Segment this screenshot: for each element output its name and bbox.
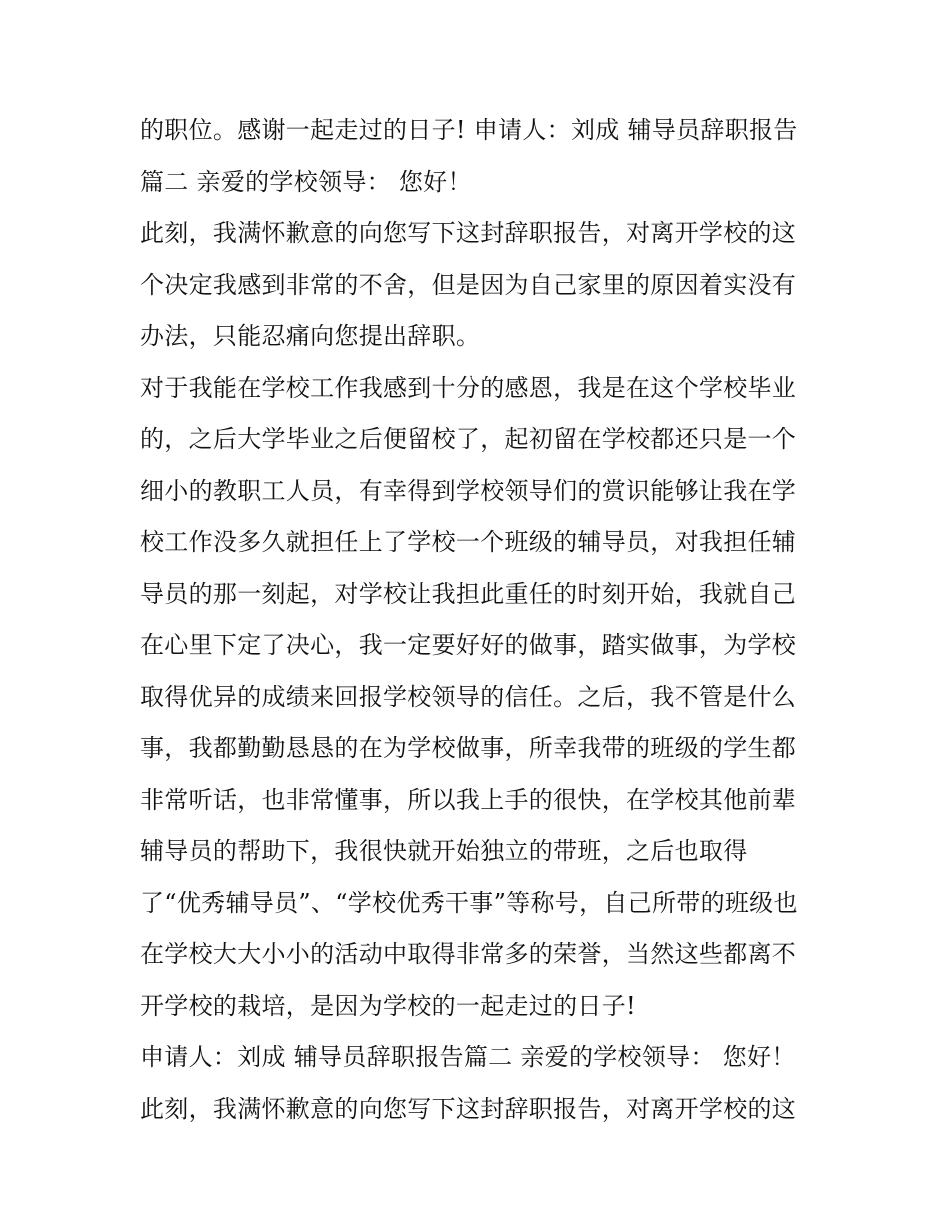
text-line: 申请人：刘成 辅导员辞职报告篇二 亲爱的学校领导： 您好！: [140, 1043, 796, 1071]
document-body: [140, 108, 820, 1138]
text-line: 对于我能在学校工作我感到十分的感恩，我是在这个学校毕业: [140, 373, 797, 402]
text-line: 非常听话，也非常懂事，所以我上手的很快，在学校其他前辈: [140, 785, 797, 814]
text-line: 了“优秀辅导员”、“学校优秀干事”等称号，自己所带的班级也: [140, 888, 798, 917]
text-line: 个决定我感到非常的不舍，但是因为自己家里的原因着实没有: [140, 270, 797, 299]
text-line: 细小的教职工人员，有幸得到学校领导们的赏识能够让我在学: [140, 476, 797, 505]
text-line: 在学校大大小小的活动中取得非常多的荣誉，当然这些都离不: [140, 940, 797, 968]
text-line: 篇二 亲爱的学校领导： 您好！: [140, 167, 472, 196]
text-line: 此刻，我满怀歉意的向您写下这封辞职报告，对离开学校的这: [140, 219, 797, 247]
text-line: 导员的那一刻起，对学校让我担此重任的时刻开始，我就自己: [140, 579, 797, 608]
text-line: 的职位。感谢一起走过的日子! 申请人：刘成 辅导员辞职报告: [140, 116, 798, 144]
text-line: 办法，只能忍痛向您提出辞职。: [140, 322, 481, 350]
text-line: 事，我都勤勤恳恳的在为学校做事，所幸我带的班级的学生都: [140, 734, 797, 762]
text-line: 此刻，我满怀歉意的向您写下这封辞职报告，对离开学校的这: [140, 1094, 797, 1123]
text-line: 开学校的栽培，是因为学校的一起走过的日子!: [140, 991, 636, 1020]
text-line: 在心里下定了决心，我一定要好好的做事，踏实做事，为学校: [140, 631, 797, 659]
text-line: 的，之后大学毕业之后便留校了，起初留在学校都还只是一个: [140, 425, 797, 453]
text-line: 校工作没多久就担任上了学校一个班级的辅导员，对我担任辅: [140, 528, 797, 556]
text-line: 辅导员的帮助下，我很快就开始独立的带班，之后也取得: [140, 837, 748, 865]
text-line: 取得优异的成绩来回报学校领导的信任。之后，我不管是什么: [140, 682, 797, 711]
